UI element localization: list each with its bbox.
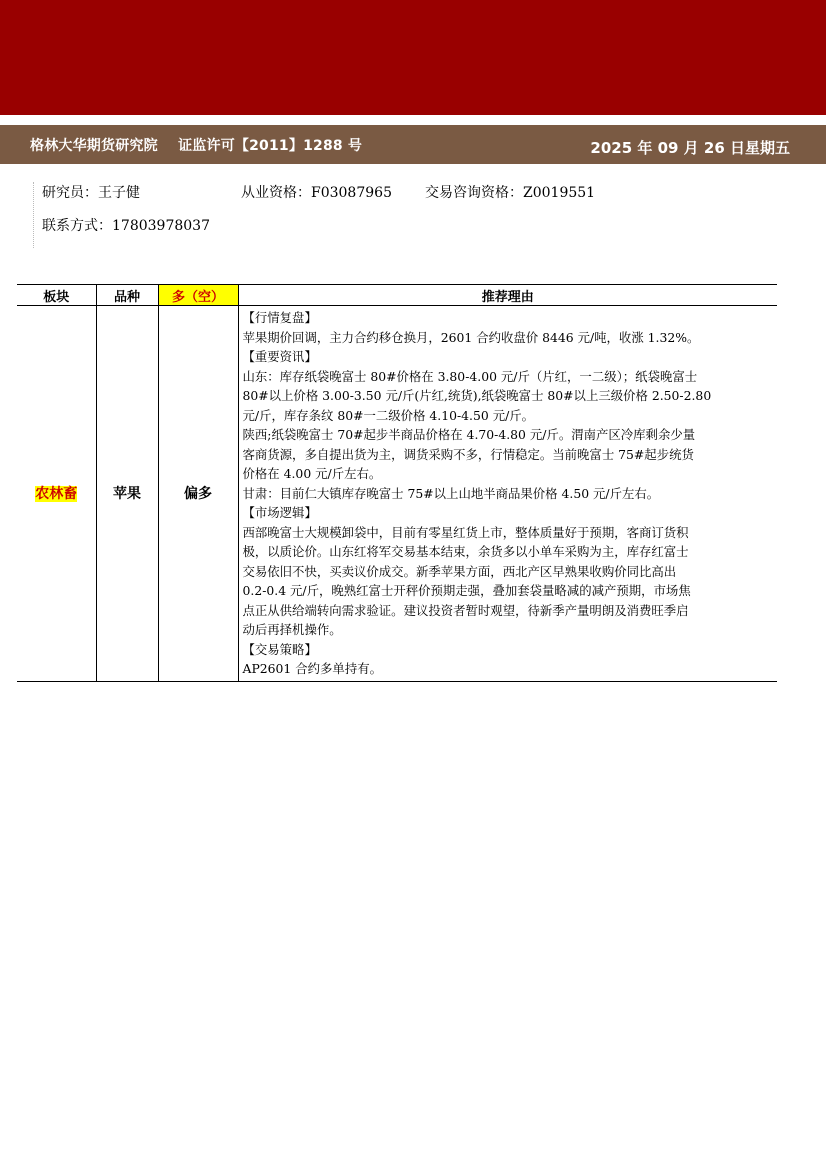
cell-reason	[238, 306, 777, 682]
contact-row-1	[42, 182, 742, 215]
report-date: 2025 年 09 月 26 日星期五	[590, 139, 790, 157]
reason-line: 价格在 4.00 元/斤左右。	[242, 466, 382, 481]
header-variety: 品种	[96, 285, 158, 306]
institute-line	[30, 135, 362, 155]
table-row	[17, 306, 777, 682]
reason-line: 极，以质论价。山东红将军交易基本结束，余货多以小单车采购为主，库存红富士	[242, 544, 689, 559]
header-reason: 推荐理由	[238, 285, 777, 306]
reason-line: 【市场逻辑】	[242, 505, 317, 520]
reason-line: AP2601 合约多单持有。	[242, 661, 382, 676]
header-banner	[0, 0, 826, 115]
reason-line: 动后再择机操作。	[242, 622, 342, 637]
reason-line: 【重要资讯】	[242, 349, 317, 364]
cell-sector	[17, 306, 96, 682]
reason-line: 【交易策略】	[242, 641, 317, 657]
qualification-number: 从业资格：F03087965	[241, 185, 392, 201]
header-direction: 多（空）	[158, 285, 238, 306]
reason-line: 【行情复盘】	[242, 310, 317, 325]
reason-line: 甘肃：目前仁大镇库存晚富士 75#以上山地半商品果价格 4.50 元/斤左右。	[242, 485, 660, 501]
recommendation-table	[17, 284, 777, 682]
reason-line: 陕西;纸袋晚富士 70#起步半商品价格在 4.70-4.80 元/斤。渭南产区冷库剩余少量	[242, 427, 696, 442]
reason-line: 点正从供给端转向需求验证。建议投资者暂时观望，待新季产量明朗及消费旺季启	[242, 602, 689, 618]
cell-variety: 苹果	[96, 306, 158, 682]
consult-qualification-number: 交易咨询资格：Z0019551	[425, 185, 596, 201]
sector-label: 农林畜	[35, 486, 78, 503]
institute-name: 格林大华期货研究院	[30, 138, 158, 154]
reason-line: 交易依旧不快，买卖议价成交。新季苹果方面，西北产区早熟果收购价同比高出	[242, 563, 677, 579]
reason-line: 80#以上价格 3.00-3.50 元/斤(片红,统货),纸袋晚富士 80#以上三级价格 2.50-2.80	[242, 388, 712, 403]
reason-line: 山东：库存纸袋晚富士 80#价格在 3.80-4.00 元/斤（片红，一二级）；纸袋晚富士	[242, 368, 698, 384]
phone-number: 联系方式：17803978037	[42, 218, 210, 234]
info-bar	[0, 125, 826, 164]
reason-line: 客商货源，多自提出货为主，调货采购不多，行情稳定。当前晚富士 75#起步统货	[242, 446, 694, 462]
reason-line: 西部晚富士大规模卸袋中，目前有零星红货上市，整体质量好于预期，客商订货积	[242, 524, 689, 540]
table-header-row	[17, 285, 777, 306]
reason-line: 元/斤，库存条纹 80#一二级价格 4.10-4.50 元/斤。	[242, 407, 535, 423]
cell-direction: 偏多	[158, 306, 238, 682]
contact-row-2	[42, 215, 742, 248]
license-number: 证监许可【2011】1288 号	[178, 138, 363, 154]
header-sector: 板块	[17, 285, 96, 306]
reason-line: 苹果期价回调，主力合约移仓换月，2601 合约收盘价 8446 元/吨，收涨 1.32%。	[242, 329, 700, 345]
contact-block	[33, 182, 742, 248]
researcher-name: 研究员：王子健	[42, 185, 140, 201]
reason-line: 0.2-0.4 元/斤，晚熟红富士开秤价预期走强，叠加套袋量略减的减产预期，市场焦	[242, 583, 691, 598]
